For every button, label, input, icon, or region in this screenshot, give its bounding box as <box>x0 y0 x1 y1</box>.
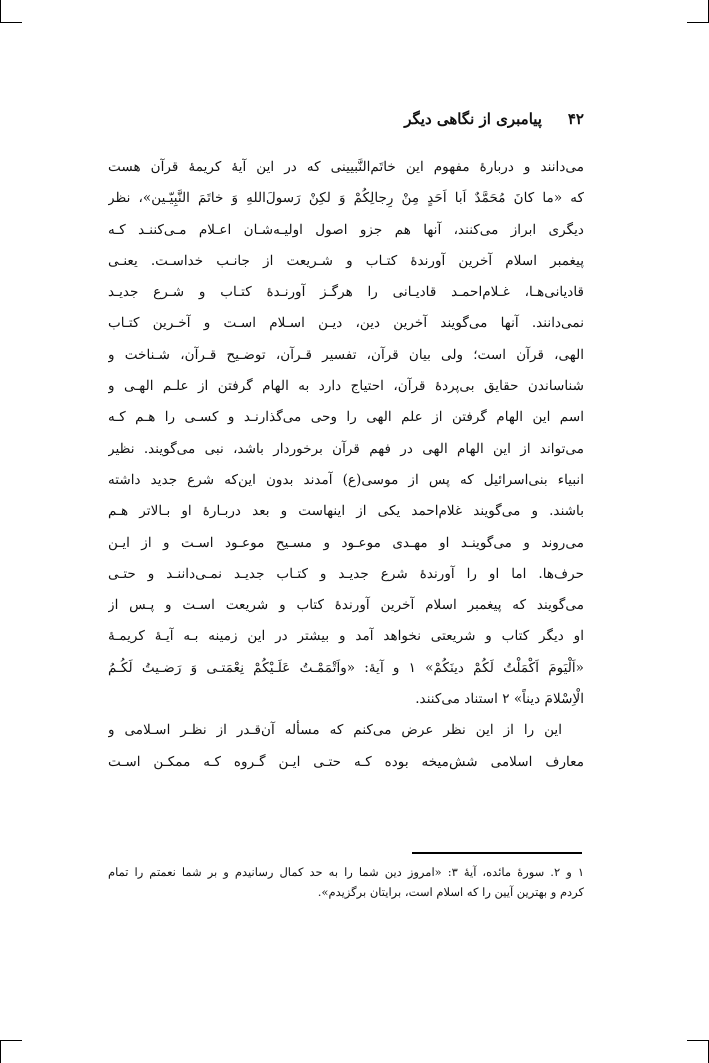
text-line: این را از این نظر عرض می‌کنم که مسأله آن‌قـدر از نظـر اسـلامی و <box>108 722 562 739</box>
footnote-line: کردم و بهترین آیین را که اسلام است، برایتان برگزیدم». <box>317 885 584 899</box>
crop-mark-bottom-right-h <box>687 1040 709 1041</box>
text-line: الهی، قرآن است؛ ولی بیان قرآن، تفسیر قـرآن، توضـیح قـرآن، شـناخت و <box>108 346 584 363</box>
text-line: پیغمبر اسلام آخرین آورندهٔ کتـاب و شـریعت از جانـب خداسـت. یعنـی <box>108 252 584 269</box>
text-line: «اَلْیَومَ اَکْمَلْتُ لَکُمْ دینَکُمْ» ۱ و آیهٔ: «واَتْمَمْـتُ عَلَـیْکُمْ نِعْمَتـی وَ رَضـیتُ لَکُـمُ <box>108 659 584 676</box>
text-line: نمی‌دانند. آنها می‌گویند آخرین دین، دیـن اسـلام اسـت و آخـرین کتـاب <box>108 315 584 332</box>
text-line: می‌روند و می‌گوینـد او مهـدی موعـود و مسـیح موعـود اسـت و از ایـن <box>108 534 584 551</box>
text-line: اسم این الهام گرفتن از علم الهی را وحی می‌گذارنـد و کسـی را هـم کـه <box>108 409 584 426</box>
page-number: ۴۲ <box>567 110 584 128</box>
footnote <box>108 862 584 902</box>
text-line: دیگری ابراز می‌کنند، آنها هم جزو اصول اولیـه‌شـان اعـلام مـی‌کننـد کـه <box>108 221 584 238</box>
crop-mark-top-left <box>0 0 1 22</box>
text-line: او دیگر کتاب و شریعتی نخواهد آمد و بیشتر در این زمینه بـه آیـهٔ کریمـهٔ <box>108 628 584 645</box>
text-line: حرف‌ها. اما او را آورندهٔ شرع جدیـد و کتـاب جدیـد نمـی‌داننـد و حتـی <box>108 565 584 582</box>
crop-mark-top-right-h <box>687 22 709 23</box>
text-line: شناساندن حقایق بی‌پردهٔ قرآن، احتیاج دارد به الهام گرفتن از علـم الهـی و <box>108 378 584 395</box>
text-line: می‌تواند از این الهام الهی در فهم قرآن برخوردار باشد، نبی می‌گویند. نظیر <box>108 440 584 457</box>
text-line: انبیاء بنی‌اسرائیل که پس از موسی(ع) آمدند بدون این‌که شرع جدید داشته <box>108 471 584 488</box>
footnote-divider <box>412 852 582 854</box>
text-line: الْاِسْلامَ دیناً» ۲ استناد می‌کنند. <box>415 691 584 708</box>
text-line: معارف اسلامی شش‌میخه بوده کـه حتـی ایـن گـروه کـه ممکـن اسـت <box>108 753 584 770</box>
crop-mark-bottom-left <box>0 1041 1 1063</box>
running-title: پیامبری از نگاهی دیگر <box>404 110 542 128</box>
text-line: باشند. و می‌گویند غلام‌احمد یکی از اینهاست و بعد دربـارهٔ او بـالاتر هـم <box>108 503 584 520</box>
text-line: که «ما کانَ مُحَمَّدٌ اَبا اَحَدٍ مِنْ رِجالِکُمْ وَ لکِنْ رَسولَ‌اللهِ وَ خاتَمَ النَّبِیّـین»، نظر <box>108 190 584 207</box>
footnote-line: ۱ و ۲. سورهٔ مائده، آیهٔ ۳: «امروز دین شما را به حد کمال رسانیدم و بر شما نعمتم را تمام <box>108 865 584 879</box>
crop-mark-bottom-left-h <box>0 1040 22 1041</box>
text-line: قادیانی‌هـا، غـلام‌احمـد قادیـانی را هرگـز آورنـدهٔ کتـاب و شـرع جدیـد <box>108 284 584 301</box>
crop-mark-top-left-h <box>0 22 22 23</box>
text-line: می‌گویند که پیغمبر اسلام آخرین آورندهٔ کتاب و شریعت اسـت و پـس از <box>108 597 584 614</box>
page-header <box>108 110 584 138</box>
text-line: می‌دانند و دربارهٔ مفهوم این خاتَم‌النَّبیینی که در این آیهٔ کریمهٔ قرآن هست <box>108 159 584 175</box>
body-text <box>108 152 584 778</box>
